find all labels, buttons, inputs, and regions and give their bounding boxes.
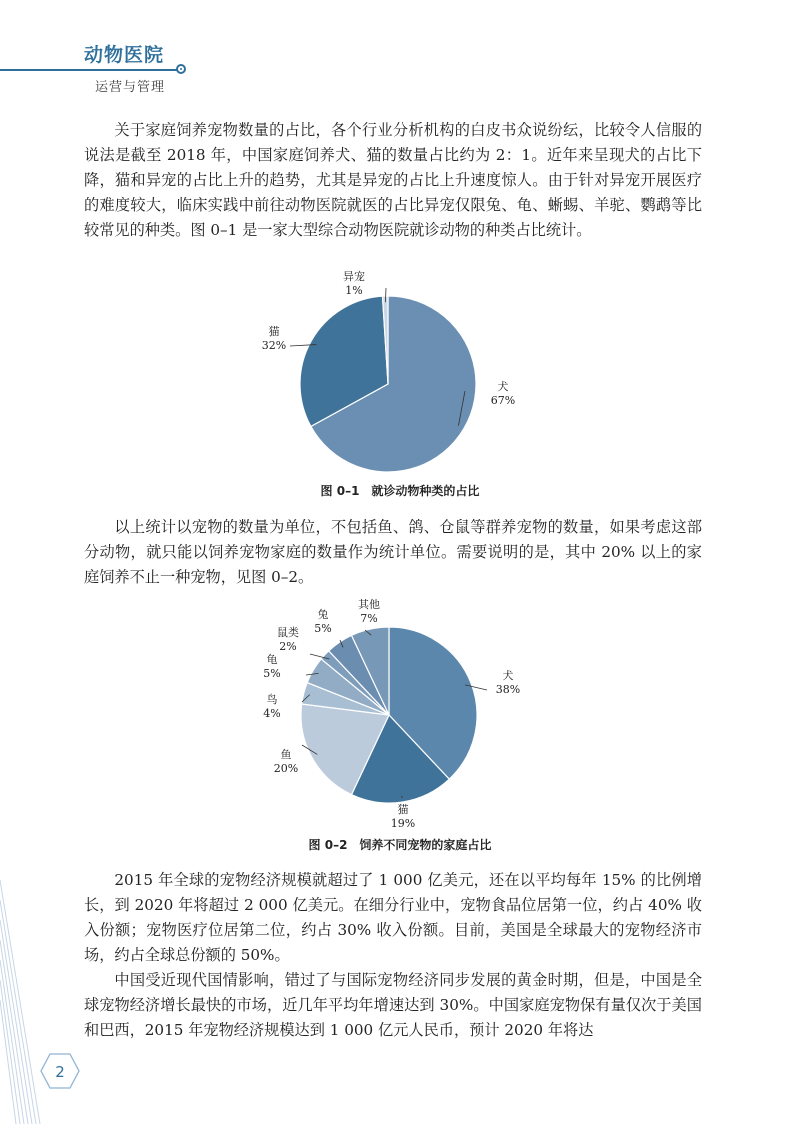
slice-label-1-0: 犬	[497, 380, 509, 393]
slice-label-2-5: 鼠类	[277, 626, 299, 639]
slice-value-2-6: 5%	[314, 622, 332, 635]
slice-value-2-3: 4%	[263, 707, 281, 720]
slice-label-2-0: 犬	[502, 669, 514, 682]
slice-label-2-6: 兔	[317, 608, 329, 621]
figure-caption-2: 图 0–2 饲养不同宠物的家庭占比	[308, 838, 492, 852]
paragraph-2: 以上统计以宠物的数量为单位，不包括鱼、鸽、仓鼠等群养宠物的数量，如果考虑这部分动物，就只能以饲养宠物家庭的数量作为统计单位。需要说明的是，其中 20% 以上的家庭饲养不止一种宠物，见图 0–2。	[84, 518, 702, 586]
pie-chart-visit-species	[250, 268, 550, 483]
slice-label-2-1: 猫	[397, 803, 409, 816]
page-number: 2	[55, 1063, 65, 1081]
slice-value-2-0: 38%	[495, 683, 521, 696]
leader-line-1-2	[385, 288, 386, 302]
header-dot-ornament	[176, 64, 186, 74]
pie-chart-household-pets	[250, 590, 550, 830]
slice-label-1-1: 猫	[268, 325, 280, 338]
page-number-badge	[40, 1051, 80, 1091]
slice-value-2-7: 7%	[360, 612, 378, 625]
slice-value-2-2: 20%	[273, 762, 299, 775]
slice-label-2-2: 鱼	[280, 748, 292, 761]
slice-value-1-1: 32%	[261, 339, 287, 352]
slice-label-1-2: 异宠	[343, 270, 365, 283]
book-subtitle: 运营与管理	[95, 80, 166, 95]
paragraph-4: 中国受近现代国情影响，错过了与国际宠物经济同步发展的黄金时期，但是，中国是全球宠物经济增长最快的市场，近几年平均年增速达到 30%。中国家庭宠物保有量仅次于美国和巴西，2015 年宠物经济规模达到 1 000 亿元人民币，预计 2020 年将达	[84, 971, 702, 1039]
header-rule	[0, 69, 178, 71]
slice-value-1-0: 67%	[490, 394, 516, 407]
slice-label-2-3: 鸟	[266, 693, 278, 706]
figure-caption-1: 图 0–1 就诊动物种类的占比	[320, 484, 480, 498]
paragraph-3: 2015 年全球的宠物经济规模就超过了 1 000 亿美元，还在以平均每年 15% 的比例增长，到 2020 年将超过 2 000 亿美元。在细分行业中，宠物食品位居第一位，约占 40% 收入份额；宠物医疗位居第二位，约占 30% 收入份额。目前，美国是全球最大的宠物经济市场，约占全球总份额的 50%。	[84, 871, 702, 964]
slice-label-2-7: 其他	[358, 598, 380, 611]
slice-value-1-2: 1%	[345, 284, 363, 297]
slice-label-2-4: 龟	[266, 653, 278, 666]
paragraph-1: 关于家庭饲养宠物数量的占比，各个行业分析机构的白皮书众说纷纭，比较令人信服的说法是截至 2018 年，中国家庭饲养犬、猫的数量占比约为 2：1。近年来呈现犬的占比下降，猫和异宠的占比上升的趋势，尤其是异宠的占比上升速度惊人。由于针对异宠开展医疗的难度较大，临床实践中前往动物医院就医的占比异宠仅限兔、龟、蜥蜴、羊驼、鹦鹉等比较常见的种类。图 0–1 是一家大型综合动物医院就诊动物的种类占比统计。	[84, 121, 702, 239]
slice-value-2-5: 2%	[279, 640, 297, 653]
book-title: 动物医院	[84, 44, 165, 66]
slice-value-2-4: 5%	[263, 667, 281, 680]
slice-value-2-1: 19%	[390, 817, 416, 830]
